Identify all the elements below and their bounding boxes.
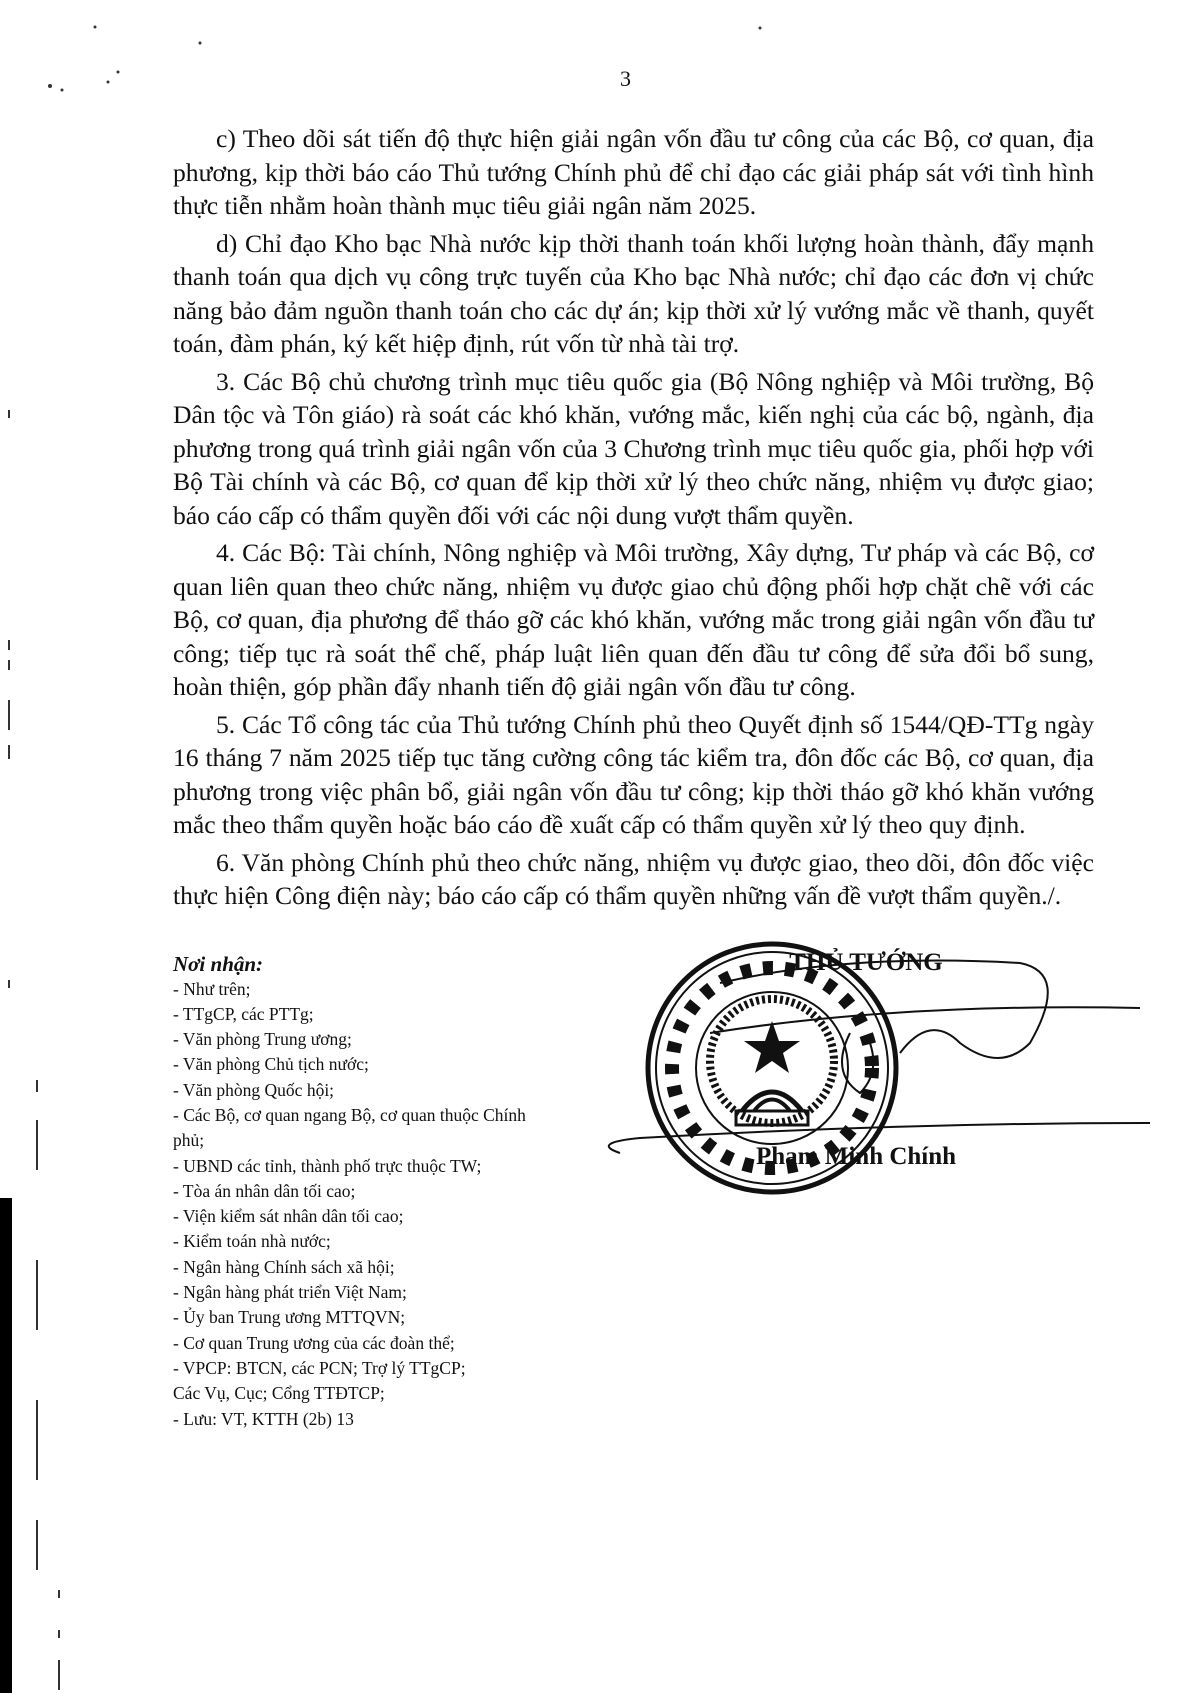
recipient-item: - Tòa án nhân dân tối cao; xyxy=(173,1180,356,1201)
paragraph-3: 3. Các Bộ chủ chương trình mục tiêu quốc gia (Bộ Nông nghiệp và Môi trường, Bộ Dân tộc và Tôn giáo) rà soát các khó khăn, vướng mắc, kiến nghị của các bộ, ngành, địa phương trong quá trình giải ngân vốn của 3 Chương trình mục tiêu quốc gia, phối hợp với Bộ Tài chính và các Bộ, cơ quan để kịp thời xử lý theo chức năng, nhiệm vụ được giao; báo cáo cấp có thẩm quyền đối với các nội dung vượt thẩm quyền. xyxy=(173,366,1094,530)
recipients-title: Nơi nhận: xyxy=(173,951,264,976)
recipient-item: - Ngân hàng phát triển Việt Nam; xyxy=(173,1282,407,1303)
signer-title: THỦ TƯỚNG xyxy=(789,948,943,976)
recipient-item: - Lưu: VT, KTTH (2b) 13 xyxy=(173,1408,354,1429)
page-number: 3 xyxy=(620,66,631,91)
recipient-item: Các Vụ, Cục; Cổng TTĐTCP; xyxy=(173,1383,385,1404)
recipient-item: - TTgCP, các PTTg; xyxy=(173,1003,314,1024)
recipient-item: - Kiểm toán nhà nước; xyxy=(173,1231,331,1252)
recipients-list xyxy=(173,951,613,1432)
recipient-item: - Viện kiểm sát nhân dân tối cao; xyxy=(173,1206,404,1227)
recipient-item: - Các Bộ, cơ quan ngang Bộ, cơ quan thuộc Chính xyxy=(173,1104,526,1125)
page-content xyxy=(173,122,1094,1471)
recipient-item: phủ; xyxy=(173,1130,205,1151)
recipient-item: - Văn phòng Trung ương; xyxy=(173,1029,352,1050)
recipient-item: - Văn phòng Chủ tịch nước; xyxy=(173,1054,369,1075)
recipient-item: - Như trên; xyxy=(173,978,251,999)
signer-name: Phạm Minh Chính xyxy=(756,1142,957,1170)
paragraph-6: 6. Văn phòng Chính phủ theo chức năng, nhiệm vụ được giao, theo dõi, đôn đốc việc thực hiện Công điện này; báo cáo cấp có thẩm quyền những vấn đề vượt thẩm quyền./. xyxy=(173,847,1094,910)
recipient-item: - Ngân hàng Chính sách xã hội; xyxy=(173,1256,395,1277)
paragraph-d: d) Chỉ đạo Kho bạc Nhà nước kịp thời thanh toán khối lượng hoàn thành, đẩy mạnh thanh toán qua dịch vụ công trực tuyến của Kho bạc Nhà nước; chỉ đạo các đơn vị chức năng bảo đảm nguồn thanh toán cho các dự án; kịp thời xử lý vướng mắc về thanh, quyết toán, đàm phán, ký kết hiệp định, rút vốn từ nhà tài trợ. xyxy=(173,228,1094,358)
paragraph-4: 4. Các Bộ: Tài chính, Nông nghiệp và Môi trường, Xây dựng, Tư pháp và các Bộ, cơ quan liên quan theo chức năng, nhiệm vụ được giao chủ động phối hợp chặt chẽ với các Bộ, cơ quan, địa phương để tháo gỡ các khó khăn, vướng mắc trong giải ngân vốn đầu tư công; tiếp tục rà soát thể chế, pháp luật liên quan đến đầu tư công để sửa đổi bổ sung, hoàn thiện, góp phần đẩy nhanh tiến độ giải ngân vốn đầu tư công. xyxy=(173,538,1094,701)
recipient-item: - Cơ quan Trung ương của các đoàn thể; xyxy=(173,1332,455,1353)
recipient-item: - Ủy ban Trung ương MTTQVN; xyxy=(173,1307,406,1328)
paragraph-5: 5. Các Tổ công tác của Thủ tướng Chính phủ theo Quyết định số 1544/QĐ-TTg ngày 16 tháng 7 năm 2025 tiếp tục tăng cường công tác kiểm tra, đôn đốc các Bộ, cơ quan, địa phương trong việc phân bổ, giải ngân vốn đầu tư công; kịp thời tháo gỡ khó khăn vướng mắc theo thẩm quyền hoặc báo cáo đề xuất cấp có thẩm quyền xử lý theo quy định. xyxy=(173,709,1094,839)
closing-section xyxy=(173,948,1094,1471)
recipient-item: - UBND các tỉnh, thành phố trực thuộc TW; xyxy=(173,1155,482,1176)
document-body xyxy=(173,122,1094,913)
recipient-item: - VPCP: BTCN, các PCN; Trợ lý TTgCP; xyxy=(173,1357,466,1378)
recipient-item: - Văn phòng Quốc hội; xyxy=(173,1079,335,1100)
paragraph-c: c) Theo dõi sát tiến độ thực hiện giải ngân vốn đầu tư công của các Bộ, cơ quan, địa phương, kịp thời báo cáo Thủ tướng Chính phủ để chỉ đạo các giải pháp sát với tình hình thực tiễn nhằm hoàn thành mục tiêu giải ngân năm 2025. xyxy=(173,124,1094,220)
